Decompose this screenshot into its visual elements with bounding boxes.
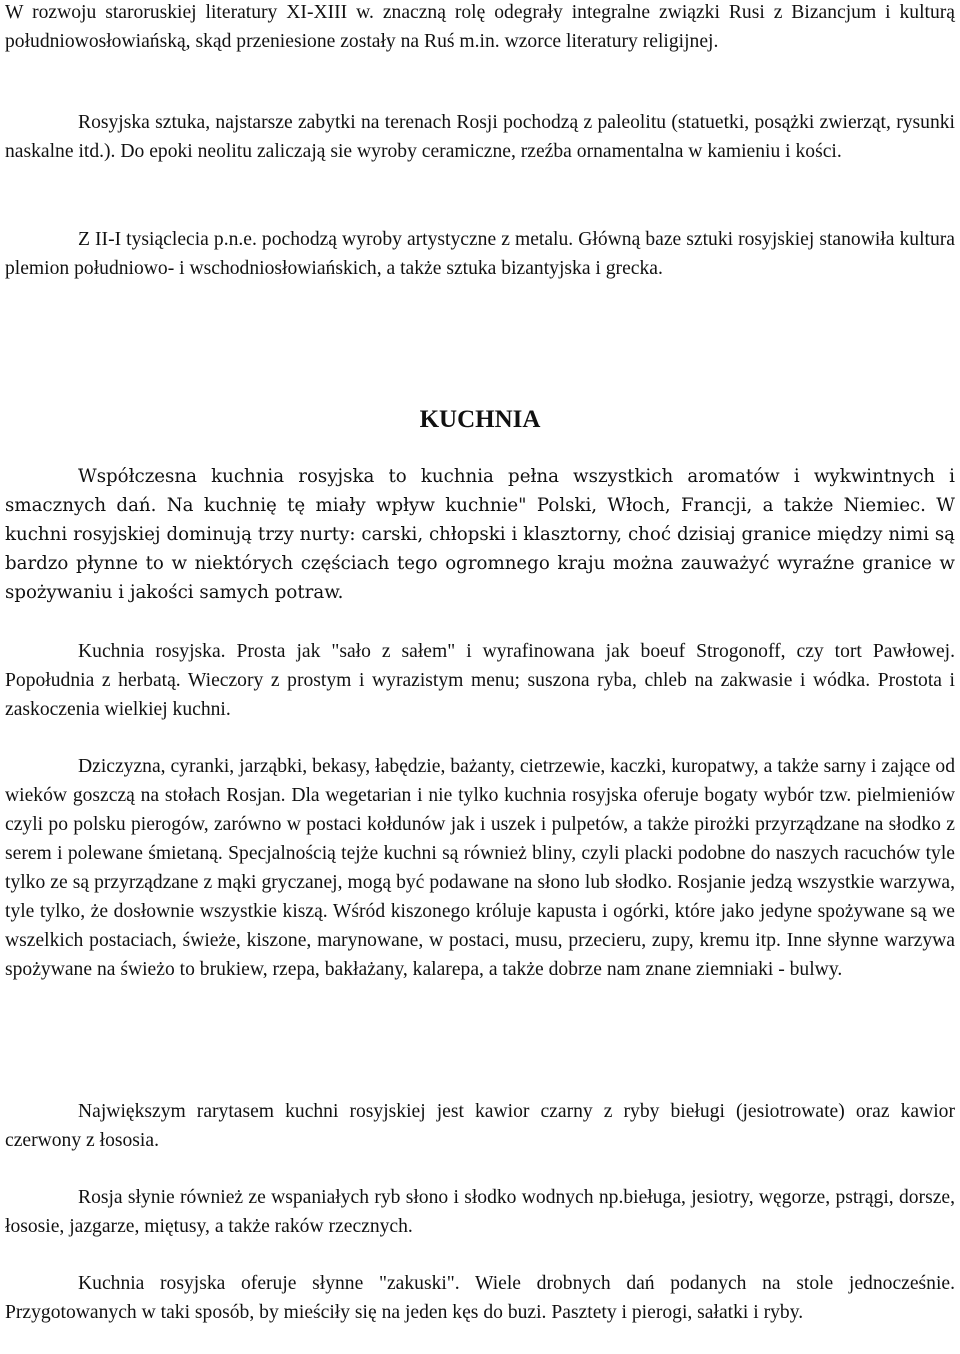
- paragraph-simple-cuisine: Kuchnia rosyjska. Prosta jak "sało z sałem" i wyrafinowana jak boeuf Strogonoff, czy tort Pawłowej. Popołudnia z herbatą. Wieczory z prostym i wyrazistym menu; suszona ryba, chleb na zakwasie i wódka. Prostota i zaskoczenia wielkiej kuchni.: [5, 641, 955, 720]
- paragraph-art-origins: Rosyjska sztuka, najstarsze zabytki na terenach Rosji pochodzą z paleolitu (statuetki, posążki zwierząt, rysunki naskalne itd.). Do epoki neolitu zaliczają sie wyroby ceramiczne, rzeźba ornamentalna w kamieniu i kości.: [5, 112, 955, 162]
- paragraph-modern-cuisine: Współczesna kuchnia rosyjska to kuchnia pełna wszystkich aromatów i wykwintnych i smacznych dań. Na kuchnię tę miały wpływ kuchnie" Polski, Włoch, Francji, a także Niemiec. W kuchni rosyjskiej dominują trzy nurty: carski, chłopski i klasztorny, choć dzisiaj granice między nimi są bardzo płynne to w niektórych częściach tego ogromnego kraju można zauważyć wyraźne granice w spożywaniu i jakości samych potraw.: [5, 466, 955, 603]
- paragraph-game-and-vegetables: Dziczyzna, cyranki, jarząbki, bekasy, łabędzie, bażanty, cietrzewie, kaczki, kuropatwy, a także sarny i zające od wieków goszczą na stołach Rosjan. Dla wegetarian i nie tylko kuchnia rosyjska oferuje bogaty wybór tzw. pielmieniów czyli po polsku pierogów, zarówno w postaci kołdunów jak i uszek i pulpetów, a także pirożki przyrządzane na słodko z serem i polewane śmietaną. Specjalnością tejże kuchni są również bliny, czyli placki podobne do naszych racuchów tyle tylko ze są przyrządzane z mąki gryczanej, mogą być podawane na słono lub słodko. Rosjanie jedzą wszystkie warzywa, tyle tylko, że dosłownie wszystkie kiszą. Wśród kiszonego króluje kapusta i ogórki, które jako jedyne spożywane są we wszelkich postaciach, świeże, kiszone, marynowane, w postaci, musu, przecieru, zupy, kremu itp. Inne słynne warzywa spożywane na świeżo to brukiew, rzepa, bakłażany, kalarepa, a także dobrze nam znane ziemniaki - bulwy.: [5, 756, 955, 980]
- paragraph-fish: Rosja słynie również ze wspaniałych ryb słono i słodko wodnych np.bieługa, jesiotry, węgorze, pstrągi, dorsze, łososie, jazgarze, miętusy, a także raków rzecznych.: [5, 1187, 955, 1237]
- section-heading-kuchnia: KUCHNIA: [419, 406, 541, 433]
- paragraph-literature: W rozwoju staroruskiej literatury XI-XIII w. znaczną rolę odegrały integralne związki Rusi z Bizancjum i kulturą południowosłowiańską, skąd przeniesione zostały na Ruś m.in. wzorce literatury religijnej.: [5, 2, 955, 52]
- paragraph-caviar: Największym rarytasem kuchni rosyjskiej jest kawior czarny z ryby bieługi (jesiotrowate) oraz kawior czerwony z łososia.: [5, 1101, 955, 1151]
- paragraph-metal-works: Z II-I tysiąclecia p.n.e. pochodzą wyroby artystyczne z metalu. Główną baze sztuki rosyjskiej stanowiła kultura plemion południowo- i wschodniosłowiańskich, a także sztuka bizantyjska i grecka.: [5, 229, 955, 279]
- paragraph-zakuski: Kuchnia rosyjska oferuje słynne "zakuski". Wiele drobnych dań podanych na stole jednocześnie. Przygotowanych w taki sposób, by mieściły się na jeden kęs do buzi. Pasztety i pierogi, sałatki i ryby.: [5, 1273, 955, 1323]
